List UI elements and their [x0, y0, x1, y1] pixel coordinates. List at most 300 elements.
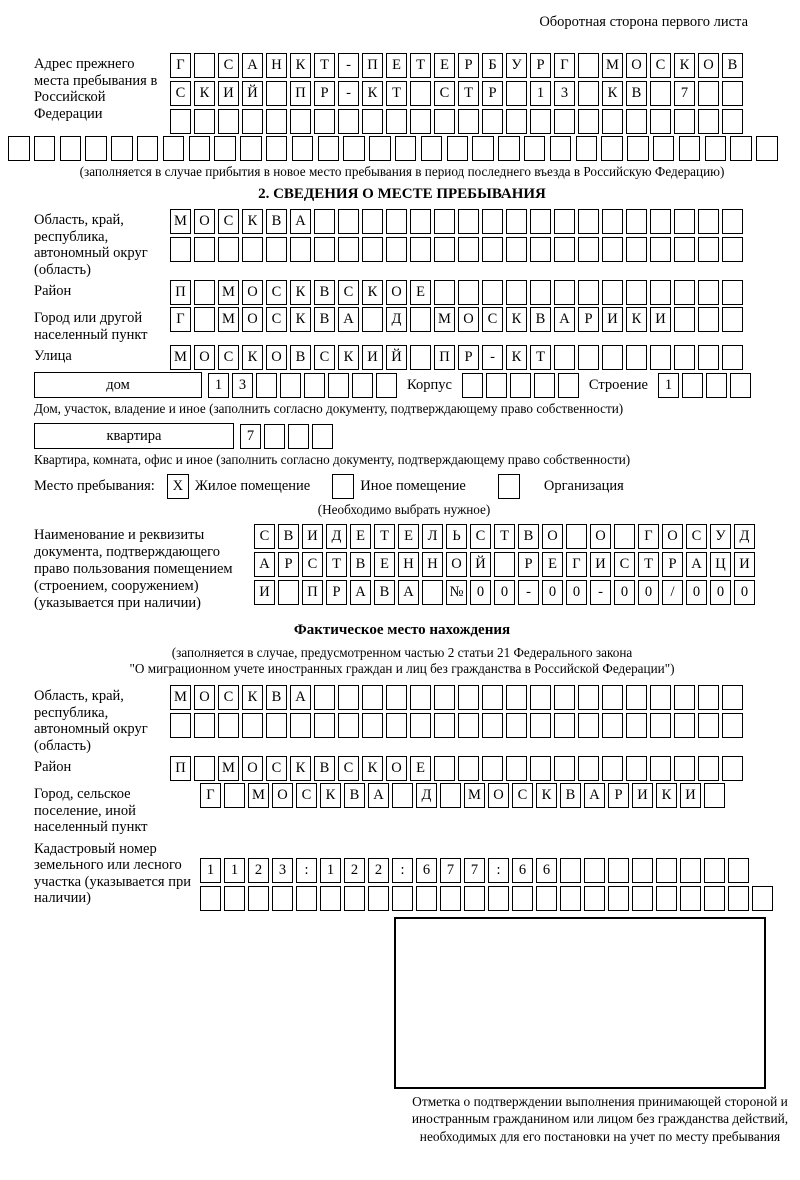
- char-box[interactable]: Т: [326, 552, 347, 577]
- char-box[interactable]: [698, 345, 719, 370]
- char-box[interactable]: [458, 209, 479, 234]
- char-box[interactable]: [510, 373, 531, 398]
- char-box[interactable]: В: [344, 783, 365, 808]
- char-box[interactable]: [410, 713, 431, 738]
- char-box[interactable]: [214, 136, 236, 161]
- char-box[interactable]: [506, 713, 527, 738]
- char-box[interactable]: О: [194, 209, 215, 234]
- char-box[interactable]: В: [560, 783, 581, 808]
- char-box[interactable]: И: [680, 783, 701, 808]
- char-box[interactable]: [705, 136, 727, 161]
- char-box[interactable]: [722, 756, 743, 781]
- char-box[interactable]: [698, 713, 719, 738]
- char-box[interactable]: В: [314, 756, 335, 781]
- char-box[interactable]: [410, 307, 431, 332]
- char-box[interactable]: Й: [470, 552, 491, 577]
- char-box[interactable]: [170, 109, 191, 134]
- char-box[interactable]: Е: [374, 552, 395, 577]
- char-box[interactable]: [653, 136, 675, 161]
- char-box[interactable]: [722, 81, 743, 106]
- char-box[interactable]: [458, 280, 479, 305]
- char-box[interactable]: [194, 237, 215, 262]
- char-box[interactable]: [343, 136, 365, 161]
- char-box[interactable]: О: [698, 53, 719, 78]
- char-box[interactable]: [650, 237, 671, 262]
- char-box[interactable]: Г: [200, 783, 221, 808]
- char-box[interactable]: [722, 109, 743, 134]
- char-box[interactable]: Р: [578, 307, 599, 332]
- char-box[interactable]: [352, 373, 373, 398]
- char-box[interactable]: [506, 237, 527, 262]
- char-box[interactable]: А: [290, 685, 311, 710]
- char-box[interactable]: [392, 886, 413, 911]
- char-box[interactable]: [554, 756, 575, 781]
- char-box[interactable]: [698, 280, 719, 305]
- char-box[interactable]: К: [290, 307, 311, 332]
- char-box[interactable]: 0: [542, 580, 563, 605]
- char-box[interactable]: [314, 685, 335, 710]
- char-box[interactable]: [722, 685, 743, 710]
- char-box[interactable]: О: [272, 783, 293, 808]
- char-box[interactable]: С: [266, 280, 287, 305]
- char-box[interactable]: [318, 136, 340, 161]
- char-box[interactable]: С: [218, 685, 239, 710]
- char-box[interactable]: Р: [482, 81, 503, 106]
- char-box[interactable]: [386, 713, 407, 738]
- char-box[interactable]: [320, 886, 341, 911]
- char-box[interactable]: [530, 685, 551, 710]
- char-box[interactable]: К: [656, 783, 677, 808]
- char-box[interactable]: [722, 209, 743, 234]
- char-box[interactable]: [194, 280, 215, 305]
- char-box[interactable]: Р: [278, 552, 299, 577]
- char-box[interactable]: [626, 209, 647, 234]
- char-box[interactable]: [578, 209, 599, 234]
- char-box[interactable]: [554, 345, 575, 370]
- char-box[interactable]: [434, 685, 455, 710]
- char-box[interactable]: Р: [518, 552, 539, 577]
- char-box[interactable]: [290, 109, 311, 134]
- char-box[interactable]: М: [434, 307, 455, 332]
- char-box[interactable]: И: [734, 552, 755, 577]
- char-box[interactable]: 3: [272, 858, 293, 883]
- char-box[interactable]: П: [434, 345, 455, 370]
- char-box[interactable]: [194, 307, 215, 332]
- char-box[interactable]: К: [362, 756, 383, 781]
- char-box[interactable]: И: [602, 307, 623, 332]
- char-box[interactable]: Т: [638, 552, 659, 577]
- char-box[interactable]: 6: [536, 858, 557, 883]
- char-box[interactable]: [272, 886, 293, 911]
- char-box[interactable]: :: [488, 858, 509, 883]
- char-box[interactable]: [560, 858, 581, 883]
- char-box[interactable]: [137, 136, 159, 161]
- char-box[interactable]: 1: [658, 373, 679, 398]
- char-box[interactable]: Ц: [710, 552, 731, 577]
- char-box[interactable]: [722, 307, 743, 332]
- char-box[interactable]: [698, 237, 719, 262]
- char-box[interactable]: [386, 209, 407, 234]
- char-box[interactable]: 6: [512, 858, 533, 883]
- char-box[interactable]: К: [506, 307, 527, 332]
- char-box[interactable]: [498, 136, 520, 161]
- char-box[interactable]: [264, 424, 285, 449]
- char-box[interactable]: [392, 783, 413, 808]
- char-box[interactable]: [698, 685, 719, 710]
- char-box[interactable]: С: [470, 524, 491, 549]
- char-box[interactable]: С: [482, 307, 503, 332]
- char-box[interactable]: [730, 136, 752, 161]
- char-box[interactable]: [722, 713, 743, 738]
- char-box[interactable]: [656, 886, 677, 911]
- char-box[interactable]: [189, 136, 211, 161]
- char-box[interactable]: [338, 109, 359, 134]
- char-box[interactable]: П: [170, 280, 191, 305]
- char-box[interactable]: [650, 345, 671, 370]
- char-box[interactable]: А: [338, 307, 359, 332]
- char-box[interactable]: [679, 136, 701, 161]
- char-box[interactable]: [674, 307, 695, 332]
- char-box[interactable]: [312, 424, 333, 449]
- char-box[interactable]: [386, 685, 407, 710]
- char-box[interactable]: [608, 858, 629, 883]
- char-box[interactable]: В: [266, 209, 287, 234]
- char-box[interactable]: [434, 280, 455, 305]
- char-box[interactable]: Д: [734, 524, 755, 549]
- char-box[interactable]: [242, 109, 263, 134]
- char-box[interactable]: [266, 237, 287, 262]
- char-box[interactable]: М: [464, 783, 485, 808]
- char-box[interactable]: Р: [530, 53, 551, 78]
- char-box[interactable]: К: [602, 81, 623, 106]
- char-box[interactable]: [698, 109, 719, 134]
- char-box[interactable]: Д: [326, 524, 347, 549]
- char-box[interactable]: [410, 237, 431, 262]
- char-box[interactable]: [626, 237, 647, 262]
- char-box[interactable]: [170, 713, 191, 738]
- char-box[interactable]: [704, 858, 725, 883]
- char-box[interactable]: К: [362, 280, 383, 305]
- char-box[interactable]: Т: [374, 524, 395, 549]
- char-box[interactable]: [554, 109, 575, 134]
- char-box[interactable]: [290, 237, 311, 262]
- char-box[interactable]: [674, 685, 695, 710]
- char-box[interactable]: [650, 685, 671, 710]
- char-box[interactable]: С: [218, 345, 239, 370]
- char-box[interactable]: [566, 524, 587, 549]
- char-box[interactable]: [728, 858, 749, 883]
- char-box[interactable]: [194, 53, 215, 78]
- char-box[interactable]: 1: [530, 81, 551, 106]
- char-box[interactable]: [242, 713, 263, 738]
- char-box[interactable]: К: [626, 307, 647, 332]
- char-box[interactable]: [584, 858, 605, 883]
- char-box[interactable]: С: [218, 209, 239, 234]
- char-box[interactable]: [752, 886, 773, 911]
- char-box[interactable]: [224, 886, 245, 911]
- char-box[interactable]: В: [278, 524, 299, 549]
- char-box[interactable]: [376, 373, 397, 398]
- char-box[interactable]: [434, 209, 455, 234]
- char-box[interactable]: К: [242, 345, 263, 370]
- char-box[interactable]: -: [482, 345, 503, 370]
- char-box[interactable]: А: [350, 580, 371, 605]
- char-box[interactable]: [85, 136, 107, 161]
- char-box[interactable]: [194, 109, 215, 134]
- char-box[interactable]: М: [248, 783, 269, 808]
- char-box[interactable]: М: [218, 307, 239, 332]
- char-box[interactable]: 6: [416, 858, 437, 883]
- char-box[interactable]: [266, 713, 287, 738]
- char-box[interactable]: О: [386, 280, 407, 305]
- char-box[interactable]: В: [518, 524, 539, 549]
- char-box[interactable]: [730, 373, 751, 398]
- char-box[interactable]: 3: [232, 373, 253, 398]
- char-box[interactable]: С: [650, 53, 671, 78]
- char-box[interactable]: [338, 685, 359, 710]
- char-box[interactable]: [674, 280, 695, 305]
- char-box[interactable]: [482, 280, 503, 305]
- char-box[interactable]: [530, 713, 551, 738]
- char-box[interactable]: А: [398, 580, 419, 605]
- char-box[interactable]: [627, 136, 649, 161]
- char-box[interactable]: С: [266, 756, 287, 781]
- char-box[interactable]: [626, 280, 647, 305]
- char-box[interactable]: Е: [410, 756, 431, 781]
- char-box[interactable]: И: [218, 81, 239, 106]
- char-box[interactable]: Т: [386, 81, 407, 106]
- char-box[interactable]: М: [218, 756, 239, 781]
- char-box[interactable]: [626, 109, 647, 134]
- char-box[interactable]: [240, 136, 262, 161]
- char-box[interactable]: Б: [482, 53, 503, 78]
- char-box[interactable]: [674, 237, 695, 262]
- char-box[interactable]: [704, 886, 725, 911]
- char-box[interactable]: [462, 373, 483, 398]
- char-box[interactable]: [530, 209, 551, 234]
- char-box[interactable]: [578, 237, 599, 262]
- char-box[interactable]: [362, 237, 383, 262]
- char-box[interactable]: [288, 424, 309, 449]
- char-box[interactable]: [536, 886, 557, 911]
- char-box[interactable]: С: [266, 307, 287, 332]
- char-box[interactable]: М: [170, 209, 191, 234]
- char-box[interactable]: 0: [470, 580, 491, 605]
- char-box[interactable]: 0: [734, 580, 755, 605]
- char-box[interactable]: [482, 756, 503, 781]
- char-box[interactable]: [278, 580, 299, 605]
- char-box[interactable]: 2: [344, 858, 365, 883]
- char-box[interactable]: С: [686, 524, 707, 549]
- house-type-box[interactable]: дом: [34, 372, 202, 398]
- char-box[interactable]: [674, 345, 695, 370]
- char-box[interactable]: [218, 237, 239, 262]
- char-box[interactable]: В: [314, 280, 335, 305]
- char-box[interactable]: №: [446, 580, 467, 605]
- char-box[interactable]: [218, 109, 239, 134]
- char-box[interactable]: И: [590, 552, 611, 577]
- char-box[interactable]: 2: [368, 858, 389, 883]
- char-box[interactable]: [506, 209, 527, 234]
- char-box[interactable]: [554, 209, 575, 234]
- char-box[interactable]: [34, 136, 56, 161]
- char-box[interactable]: Д: [386, 307, 407, 332]
- char-box[interactable]: [601, 136, 623, 161]
- char-box[interactable]: Л: [422, 524, 443, 549]
- char-box[interactable]: [266, 81, 287, 106]
- char-box[interactable]: А: [584, 783, 605, 808]
- char-box[interactable]: [584, 886, 605, 911]
- char-box[interactable]: [482, 713, 503, 738]
- char-box[interactable]: С: [296, 783, 317, 808]
- char-box[interactable]: [338, 209, 359, 234]
- char-box[interactable]: У: [506, 53, 527, 78]
- char-box[interactable]: [447, 136, 469, 161]
- char-box[interactable]: [314, 109, 335, 134]
- char-box[interactable]: [560, 886, 581, 911]
- char-box[interactable]: [362, 713, 383, 738]
- char-box[interactable]: [756, 136, 778, 161]
- char-box[interactable]: [674, 713, 695, 738]
- char-box[interactable]: :: [296, 858, 317, 883]
- char-box[interactable]: [578, 53, 599, 78]
- char-box[interactable]: [722, 280, 743, 305]
- char-box[interactable]: [410, 209, 431, 234]
- char-box[interactable]: И: [632, 783, 653, 808]
- char-box[interactable]: [674, 209, 695, 234]
- char-box[interactable]: [163, 136, 185, 161]
- char-box[interactable]: [60, 136, 82, 161]
- char-box[interactable]: [395, 136, 417, 161]
- char-box[interactable]: Е: [398, 524, 419, 549]
- char-box[interactable]: К: [290, 280, 311, 305]
- char-box[interactable]: [506, 81, 527, 106]
- char-box[interactable]: [344, 886, 365, 911]
- char-box[interactable]: [602, 109, 623, 134]
- char-box[interactable]: 2: [248, 858, 269, 883]
- char-box[interactable]: К: [290, 756, 311, 781]
- char-box[interactable]: В: [266, 685, 287, 710]
- char-box[interactable]: -: [518, 580, 539, 605]
- char-box[interactable]: О: [626, 53, 647, 78]
- char-box[interactable]: [362, 209, 383, 234]
- char-box[interactable]: [698, 209, 719, 234]
- char-box[interactable]: Е: [386, 53, 407, 78]
- char-box[interactable]: [242, 237, 263, 262]
- char-box[interactable]: [578, 685, 599, 710]
- char-box[interactable]: [482, 209, 503, 234]
- char-box[interactable]: С: [302, 552, 323, 577]
- char-box[interactable]: [530, 109, 551, 134]
- char-box[interactable]: П: [362, 53, 383, 78]
- char-box[interactable]: [704, 783, 725, 808]
- char-box[interactable]: И: [650, 307, 671, 332]
- char-box[interactable]: [626, 685, 647, 710]
- char-box[interactable]: [314, 209, 335, 234]
- char-box[interactable]: В: [722, 53, 743, 78]
- char-box[interactable]: В: [290, 345, 311, 370]
- char-box[interactable]: [458, 109, 479, 134]
- char-box[interactable]: С: [338, 280, 359, 305]
- char-box[interactable]: [8, 136, 30, 161]
- char-box[interactable]: Д: [416, 783, 437, 808]
- char-box[interactable]: [434, 109, 455, 134]
- char-box[interactable]: [614, 524, 635, 549]
- char-box[interactable]: [458, 713, 479, 738]
- char-box[interactable]: Т: [458, 81, 479, 106]
- char-box[interactable]: С: [434, 81, 455, 106]
- char-box[interactable]: В: [350, 552, 371, 577]
- char-box[interactable]: О: [266, 345, 287, 370]
- char-box[interactable]: [650, 109, 671, 134]
- char-box[interactable]: [464, 886, 485, 911]
- char-box[interactable]: В: [314, 307, 335, 332]
- char-box[interactable]: П: [302, 580, 323, 605]
- char-box[interactable]: С: [614, 552, 635, 577]
- char-box[interactable]: [554, 685, 575, 710]
- char-box[interactable]: У: [710, 524, 731, 549]
- char-box[interactable]: [680, 858, 701, 883]
- char-box[interactable]: [434, 713, 455, 738]
- char-box[interactable]: 1: [224, 858, 245, 883]
- char-box[interactable]: И: [302, 524, 323, 549]
- char-box[interactable]: [650, 81, 671, 106]
- char-box[interactable]: [632, 886, 653, 911]
- char-box[interactable]: Н: [422, 552, 443, 577]
- char-box[interactable]: [680, 886, 701, 911]
- char-box[interactable]: 1: [200, 858, 221, 883]
- char-box[interactable]: А: [290, 209, 311, 234]
- char-box[interactable]: [554, 237, 575, 262]
- char-box[interactable]: 0: [566, 580, 587, 605]
- char-box[interactable]: [421, 136, 443, 161]
- char-box[interactable]: [578, 756, 599, 781]
- char-box[interactable]: О: [194, 685, 215, 710]
- char-box[interactable]: [111, 136, 133, 161]
- char-box[interactable]: [650, 209, 671, 234]
- char-box[interactable]: [602, 713, 623, 738]
- char-box[interactable]: К: [290, 53, 311, 78]
- char-box[interactable]: О: [242, 756, 263, 781]
- char-box[interactable]: [416, 886, 437, 911]
- char-box[interactable]: О: [590, 524, 611, 549]
- char-box[interactable]: 0: [638, 580, 659, 605]
- char-box[interactable]: Т: [530, 345, 551, 370]
- char-box[interactable]: [506, 685, 527, 710]
- char-box[interactable]: Е: [434, 53, 455, 78]
- char-box[interactable]: [578, 345, 599, 370]
- char-box[interactable]: [458, 237, 479, 262]
- char-box[interactable]: М: [170, 685, 191, 710]
- char-box[interactable]: П: [170, 756, 191, 781]
- char-box[interactable]: [578, 713, 599, 738]
- char-box[interactable]: [554, 280, 575, 305]
- char-box[interactable]: [534, 373, 555, 398]
- char-box[interactable]: [248, 886, 269, 911]
- char-box[interactable]: А: [554, 307, 575, 332]
- char-box[interactable]: Т: [410, 53, 431, 78]
- char-box[interactable]: [602, 280, 623, 305]
- char-box[interactable]: Г: [638, 524, 659, 549]
- char-box[interactable]: 3: [554, 81, 575, 106]
- char-box[interactable]: С: [512, 783, 533, 808]
- char-box[interactable]: [194, 713, 215, 738]
- char-box[interactable]: П: [290, 81, 311, 106]
- char-box[interactable]: [650, 280, 671, 305]
- char-box[interactable]: Т: [494, 524, 515, 549]
- char-box[interactable]: [314, 713, 335, 738]
- char-box[interactable]: В: [626, 81, 647, 106]
